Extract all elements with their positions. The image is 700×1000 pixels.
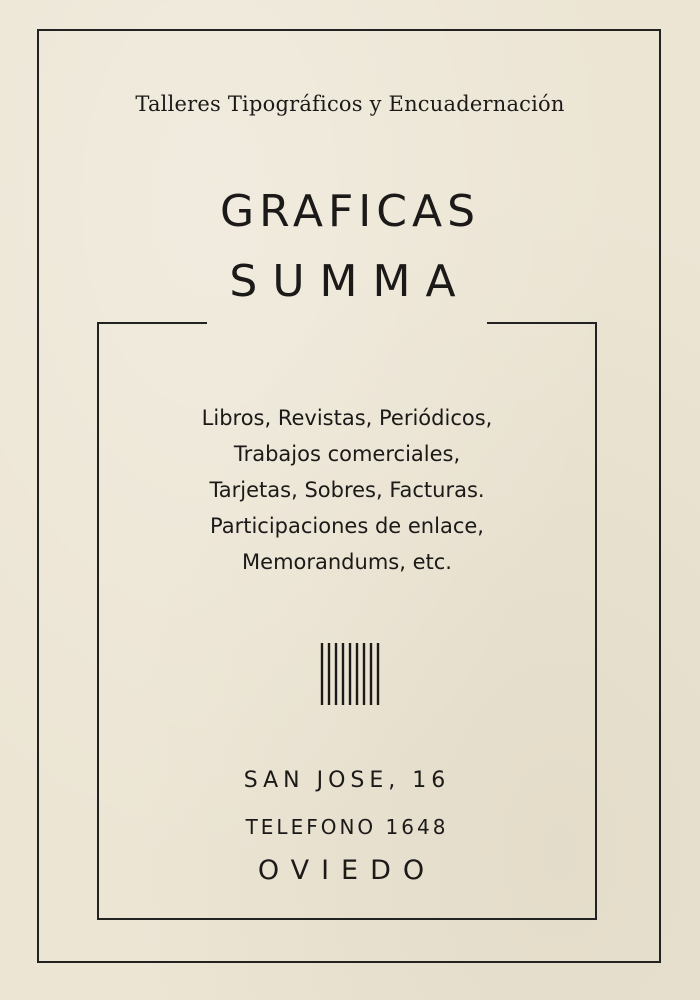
service-item: Participaciones de enlace,: [210, 514, 484, 538]
service-item: Trabajos comerciales,: [233, 442, 461, 466]
services-list: [97, 400, 597, 580]
address-phone: TELEFONO 1648: [245, 815, 449, 839]
service-item: Memorandums, etc.: [242, 550, 452, 574]
header-text: Talleres Tipográficos y Encuadernación: [135, 92, 565, 116]
inner-border-top-right: [487, 322, 597, 324]
address-city: OVIEDO: [257, 855, 437, 886]
service-item: Tarjetas, Sobres, Facturas.: [209, 478, 485, 502]
vertical-lines-ornament-icon: [320, 643, 382, 705]
inner-border-top-left: [97, 322, 207, 324]
brand-name-line-2: SUMMA: [229, 256, 471, 307]
brand-name-line-1: GRAFICAS: [219, 186, 481, 237]
address-street: SAN JOSE, 16: [243, 768, 451, 793]
service-item: Libros, Revistas, Periódicos,: [201, 406, 493, 430]
